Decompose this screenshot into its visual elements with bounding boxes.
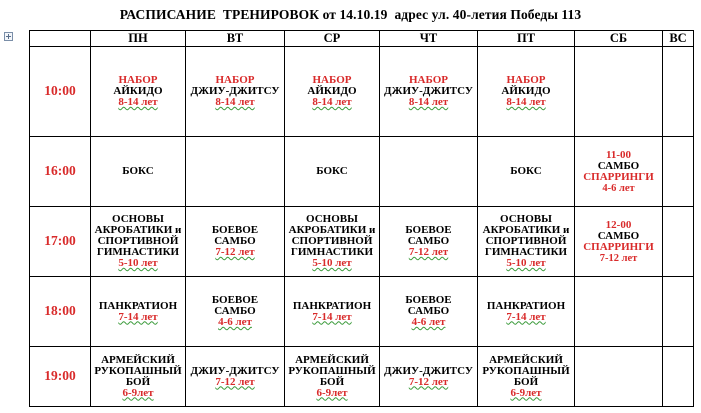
class-cell-sat xyxy=(575,347,663,407)
class-start-time: 12-00 xyxy=(605,218,632,231)
class-name: АРМЕЙСКИЙ xyxy=(295,353,369,366)
header-row xyxy=(30,31,694,47)
class-type: СПАРРИНГИ xyxy=(583,170,654,183)
class-age: 7-14 лет xyxy=(118,310,158,323)
class-age: 7-12 лет xyxy=(408,375,449,388)
class-name: ДЖИУ-ДЖИТСУ xyxy=(384,364,473,377)
class-name: РУКОПАШНЫЙ xyxy=(94,364,182,377)
row-1600 xyxy=(30,137,694,207)
class-age: 7-12 лет xyxy=(215,246,255,258)
day-header-fri: ПТ xyxy=(478,31,575,47)
schedule-title: РАСПИСАНИЕ ТРЕНИРОВОК от 14.10.19 адрес ул. 40-летия Победы 113 xyxy=(119,7,582,22)
class-start-time: 11-00 xyxy=(605,148,632,161)
class-name: БОЙ xyxy=(513,375,539,388)
class-age: 7-12 лет xyxy=(215,375,255,388)
day-header-mon: ПН xyxy=(91,31,186,47)
class-age: 5-10 лет xyxy=(506,257,546,269)
class-name: ОСНОВЫ xyxy=(500,213,552,225)
class-name: ДЖИУ-ДЖИТСУ xyxy=(190,85,280,97)
class-cell-thu xyxy=(380,207,478,277)
class-name: БОЙ xyxy=(125,375,151,388)
day-header-sat: СБ xyxy=(575,31,663,47)
time-label: 18:00 xyxy=(44,303,76,318)
class-name: БОЙ xyxy=(319,375,345,388)
class-age: 4-6 лет xyxy=(411,316,446,328)
class-name: ОСНОВЫ xyxy=(112,213,164,225)
table-move-handle-icon[interactable] xyxy=(4,32,13,41)
class-name: БОЕВОЕ xyxy=(211,294,259,306)
time-label: 10:00 xyxy=(44,83,76,98)
row-1700 xyxy=(30,207,694,277)
class-cell-sat xyxy=(575,277,663,347)
class-cell-mon xyxy=(91,347,186,407)
time-label: 17:00 xyxy=(44,233,76,248)
class-age: 7-12 лет xyxy=(408,246,449,258)
class-note: НАБОР xyxy=(506,74,546,86)
class-age: 4-6 лет xyxy=(602,182,635,194)
class-cell-sun xyxy=(663,47,694,137)
class-age: 6-9лет xyxy=(510,386,542,399)
class-name: СПОРТИВНОЙ xyxy=(291,235,373,247)
time-cell xyxy=(30,277,91,347)
class-name: САМБО xyxy=(214,305,256,317)
class-cell-sun xyxy=(663,277,694,347)
class-age: 8-14 лет xyxy=(215,96,255,108)
class-age: 7-12 лет xyxy=(599,252,638,264)
class-name: АЙКИДО xyxy=(501,85,551,97)
class-name: ГИМНАСТИКИ xyxy=(484,246,568,258)
class-name: РУКОПАШНЫЙ xyxy=(482,364,570,377)
class-cell-thu xyxy=(380,137,478,207)
class-age: 6-9лет xyxy=(316,386,348,399)
class-name: АКРОБАТИКИ и xyxy=(94,224,182,236)
class-age: 6-9лет xyxy=(122,386,154,399)
class-cell-mon xyxy=(91,277,186,347)
class-cell-tue xyxy=(186,277,285,347)
class-cell-sun xyxy=(663,137,694,207)
class-name: ОСНОВЫ xyxy=(306,213,358,225)
class-name: ПАНКРАТИОН xyxy=(486,299,566,312)
class-name: САМБО xyxy=(597,159,640,172)
class-name: АРМЕЙСКИЙ xyxy=(101,353,175,366)
class-cell-mon xyxy=(91,47,186,137)
class-name: БОЕВОЕ xyxy=(405,294,452,306)
class-name: ГИМНАСТИКИ xyxy=(290,246,374,258)
time-label: 16:00 xyxy=(44,163,76,178)
class-cell-wed xyxy=(285,347,380,407)
class-name: СПОРТИВНОЙ xyxy=(485,235,567,247)
class-cell-tue xyxy=(186,47,285,137)
class-name: РУКОПАШНЫЙ xyxy=(288,364,376,377)
class-note: НАБОР xyxy=(312,74,352,86)
class-cell-wed xyxy=(285,207,380,277)
class-cell-sun xyxy=(663,347,694,407)
class-note: НАБОР xyxy=(118,74,158,86)
class-name: АКРОБАТИКИ и xyxy=(288,224,376,236)
class-age: 8-14 лет xyxy=(118,96,158,108)
day-header-thu: ЧТ xyxy=(380,31,478,47)
class-cell-wed xyxy=(285,137,380,207)
class-cell-wed xyxy=(285,47,380,137)
class-name: БОКС xyxy=(122,165,154,177)
row-1800 xyxy=(30,277,694,347)
class-name: САМБО xyxy=(407,305,450,317)
class-cell-sat xyxy=(575,137,663,207)
class-name: САМБО xyxy=(407,235,450,247)
class-cell-fri xyxy=(478,47,575,137)
class-name: ПАНКРАТИОН xyxy=(292,299,372,312)
time-cell xyxy=(30,347,91,407)
class-cell-tue xyxy=(186,207,285,277)
class-name: ГИМНАСТИКИ xyxy=(96,246,180,258)
class-cell-fri xyxy=(478,277,575,347)
class-name: ДЖИУ-ДЖИТСУ xyxy=(384,85,473,97)
row-1900 xyxy=(30,347,694,407)
corner-cell xyxy=(30,31,91,47)
class-cell-sat xyxy=(575,207,663,277)
class-name: БОКС xyxy=(510,165,542,177)
class-age: 8-14 лет xyxy=(506,96,546,108)
class-age: 5-10 лет xyxy=(118,257,158,269)
time-cell xyxy=(30,137,91,207)
time-label: 19:00 xyxy=(44,368,76,383)
schedule-table xyxy=(29,30,694,407)
day-header-tue: ВТ xyxy=(186,31,285,47)
time-cell xyxy=(30,47,91,137)
class-age: 8-14 лет xyxy=(312,96,352,108)
class-cell-wed xyxy=(285,277,380,347)
row-1000 xyxy=(30,47,694,137)
class-name: САМБО xyxy=(597,229,640,242)
class-cell-thu xyxy=(380,277,478,347)
class-cell-tue xyxy=(186,347,285,407)
class-name: АКРОБАТИКИ и xyxy=(482,224,570,236)
class-name: БОКС xyxy=(316,165,348,177)
class-age: 8-14 лет xyxy=(408,96,449,108)
class-note: НАБОР xyxy=(409,74,448,86)
class-cell-tue xyxy=(186,137,285,207)
day-header-wed: СР xyxy=(285,31,380,47)
class-cell-thu xyxy=(380,347,478,407)
class-name: СПОРТИВНОЙ xyxy=(97,235,179,247)
class-cell-mon xyxy=(91,137,186,207)
class-age: 7-14 лет xyxy=(506,310,546,323)
class-name: АРМЕЙСКИЙ xyxy=(489,353,563,366)
time-cell xyxy=(30,207,91,277)
class-age: 7-14 лет xyxy=(312,310,352,323)
class-name: САМБО xyxy=(214,235,256,247)
class-name: АЙКИДО xyxy=(307,85,357,97)
class-name: АЙКИДО xyxy=(113,85,163,97)
class-age: 4-6 лет xyxy=(218,316,252,328)
class-cell-mon xyxy=(91,207,186,277)
class-cell-fri xyxy=(478,347,575,407)
class-cell-sat xyxy=(575,47,663,137)
class-name: ДЖИУ-ДЖИТСУ xyxy=(190,364,280,377)
class-type: СПАРРИНГИ xyxy=(583,240,654,253)
class-age: 5-10 лет xyxy=(312,257,352,269)
class-cell-fri xyxy=(478,207,575,277)
class-note: НАБОР xyxy=(215,74,255,86)
day-header-sun: ВС xyxy=(663,31,694,47)
class-cell-sun xyxy=(663,207,694,277)
class-cell-thu xyxy=(380,47,478,137)
class-name: БОЕВОЕ xyxy=(211,224,259,236)
class-name: ПАНКРАТИОН xyxy=(98,299,178,312)
class-cell-fri xyxy=(478,137,575,207)
class-name: БОЕВОЕ xyxy=(405,224,452,236)
